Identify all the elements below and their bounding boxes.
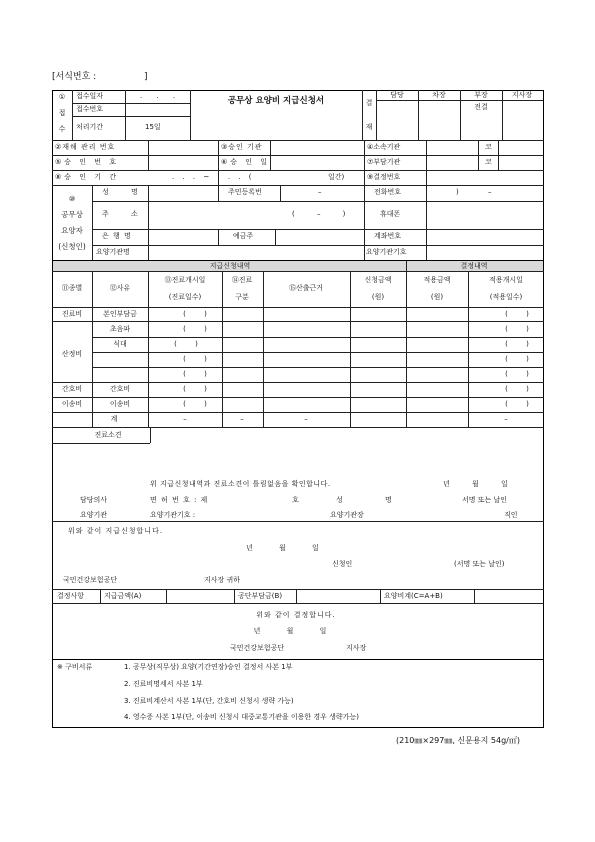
apply-days-paren: ( ) xyxy=(505,385,537,393)
start-days-paren: ( ) xyxy=(183,325,215,333)
patient-address-label: 주 소 xyxy=(102,210,148,218)
required-docs-label: ※ 구비서류 xyxy=(57,663,93,671)
paper-spec-footer: (210㎜×297㎜, 신문용지 54g/㎡) xyxy=(396,736,520,745)
injury-number-label: ②재해 관리 번호 xyxy=(55,143,116,151)
bank-name-label: 은 행 명 xyxy=(102,232,132,240)
care-org-label: 요양기관 xyxy=(80,511,108,519)
pay-amount-label: 지급금액(A) xyxy=(104,592,142,600)
processing-period-label: 처리기간 xyxy=(76,123,104,131)
row-total: 계 xyxy=(110,415,118,423)
apply-date: 년 월 일 xyxy=(246,544,331,552)
approval-col-manager: 부장 xyxy=(474,91,488,99)
depositor-label: 예금주 xyxy=(233,232,254,240)
decision-number-label: ⑨결정번호 xyxy=(367,173,401,181)
reason-meal: 식대 xyxy=(113,340,127,348)
decision-org-label: 국민건강보험공단 xyxy=(230,644,285,652)
account-number-label: 계좌번호 xyxy=(374,232,402,240)
receipt-side-1: 접 xyxy=(58,109,66,117)
start-days-paren: ( ) xyxy=(183,310,215,318)
doctor-label: 담당의사 xyxy=(80,496,108,504)
care-org-name-label: 요양기관명 xyxy=(96,248,130,256)
col-claim-amount-1: 신청금액 xyxy=(364,276,392,284)
patient-phone-dash: – xyxy=(488,188,492,196)
reason-own-burden: 본인부담금 xyxy=(103,310,137,318)
applicant-label: 신청인 xyxy=(332,560,353,568)
col-basis: ⑮산출근거 xyxy=(288,284,324,292)
patient-circle: ⑩ xyxy=(68,195,76,203)
patient-label-2: 요양자 xyxy=(61,226,83,235)
approval-side-2: 재 xyxy=(365,123,373,131)
col-type-1: ⑭진료 xyxy=(231,276,253,284)
burden-code-label: 코 xyxy=(485,158,492,166)
reason-ultrasound: 초음파 xyxy=(109,325,131,333)
doctor-name-label: 성 명 xyxy=(336,496,412,504)
license-ho: 호 xyxy=(292,496,299,504)
license-number-label: 면 허 번 호 : 제 xyxy=(150,496,209,504)
care-org-code-label-2: 요양기관기호 : xyxy=(150,511,196,519)
patient-phone-paren: ) xyxy=(456,188,459,196)
apply-days-paren: ( ) xyxy=(505,340,537,348)
branch-head-addressee: 지사장 귀하 xyxy=(204,576,241,584)
required-doc-item: 2. 진료비명세서 사본 1부 xyxy=(124,680,203,688)
start-days-paren: ( ) xyxy=(174,340,206,348)
decision-date: 년 월 일 xyxy=(253,627,339,635)
col-apply-start-1: 적용개시일 xyxy=(489,276,523,284)
patient-rrn-dash: – xyxy=(318,188,322,196)
approval-period-dots: . . . ~ . . . ( xyxy=(172,173,255,181)
doctor-sign-label: 서명 또는 날인 xyxy=(462,496,508,504)
decision-label: 결정사항 xyxy=(57,592,85,600)
receipt-circle: ① xyxy=(58,93,66,101)
approval-number-label: ⑤승 인 번 호 xyxy=(55,158,119,166)
reason-transfer: 이송비 xyxy=(109,400,131,408)
apply-days-paren: ( ) xyxy=(505,325,537,333)
start-days-paren: ( ) xyxy=(183,385,215,393)
approval-period-label: ⑧승 인 기 간 xyxy=(55,173,119,181)
page-title: 공무상 요양비 지급신청서 xyxy=(227,96,325,106)
apply-days-paren: ( ) xyxy=(505,355,537,363)
care-org-code-label: 요양기관기호 xyxy=(366,248,407,256)
apply-days-paren: ( ) xyxy=(505,400,537,408)
apply-statement: 위와 같이 지급신청합니다. xyxy=(68,527,164,535)
form-number-close: ] xyxy=(144,72,148,82)
patient-phone-label: 전화번호 xyxy=(374,188,402,196)
claim-details-header: 지급신청내역 xyxy=(209,262,251,270)
approval-col-staff: 담당 xyxy=(390,91,404,99)
required-doc-item: 3. 진료비계산서 사본 1부(단, 간호비 신청시 생략 가능) xyxy=(124,697,294,705)
reason-nursing: 간호비 xyxy=(109,385,131,393)
care-cost-total-label: 요양비계(C=A+B) xyxy=(384,592,443,600)
care-org-head-label: 요양기관장 xyxy=(330,511,364,519)
decision-head-label: 지사장 xyxy=(346,644,367,652)
applicant-sign-label: (서명 또는 날인) xyxy=(454,560,505,568)
kind-extra: 산정비 xyxy=(61,350,83,358)
nhis-org-label: 국민건강보험공단 xyxy=(63,576,118,584)
col-reason: ⑫사유 xyxy=(109,284,131,292)
apply-days-paren: ( ) xyxy=(505,310,537,318)
approval-col-branch-head: 지사장 xyxy=(511,91,533,99)
receipt-side-2: 수 xyxy=(58,125,66,133)
affiliation-org-label: ④소속기관 xyxy=(367,143,401,151)
patient-label-1: 공무상 xyxy=(61,210,83,219)
col-apply-amount-2: (원) xyxy=(430,293,444,301)
col-type-2: 구분 xyxy=(235,293,249,301)
seal-label: 직인 xyxy=(504,511,518,519)
medical-opinion-label: 진료소견 xyxy=(94,431,122,439)
patient-rrn-label: 주민등록번 xyxy=(228,188,262,196)
total-dash: – xyxy=(304,415,308,423)
burden-org-label: ⑦부담기관 xyxy=(367,158,401,166)
patient-label-3: (신청인) xyxy=(58,242,86,251)
start-days-paren: ( ) xyxy=(183,370,215,378)
col-claim-amount-2: (원) xyxy=(371,293,385,301)
start-days-paren: ( ) xyxy=(183,355,215,363)
approval-org-label: ③승인 기관 xyxy=(221,143,263,151)
delegated-approval-note: 전결 xyxy=(474,103,488,111)
col-kind: ⑪종별 xyxy=(61,284,83,292)
total-dash: – xyxy=(504,415,508,423)
nhis-burden-label: 공단부담금(B) xyxy=(238,592,283,600)
patient-name-label: 성 명 xyxy=(102,188,148,196)
decision-statement: 위와 같이 결정합니다. xyxy=(256,611,336,619)
patient-mobile-label: 휴대폰 xyxy=(380,210,401,218)
receipt-no-label: 접수번호 xyxy=(76,105,104,113)
approval-date-label: ⑥승 인 일 xyxy=(221,158,271,166)
col-start-days: (진료일수) xyxy=(168,293,202,301)
receipt-date-label: 접수일자 xyxy=(76,92,104,100)
confirm-statement: 위 지급신청내역과 진료소견이 틀림없음을 확인합니다. xyxy=(150,480,331,488)
col-apply-start-2: (적용일수) xyxy=(489,293,523,301)
col-apply-amount-1: 적용금액 xyxy=(423,276,451,284)
kind-transfer: 이송비 xyxy=(61,400,83,408)
apply-days-paren: ( ) xyxy=(505,370,537,378)
approval-col-deputy: 차장 xyxy=(432,91,446,99)
patient-address-zip: ( – ) xyxy=(292,210,356,218)
kind-medical: 진료비 xyxy=(61,310,83,318)
affiliation-code-label: 코 xyxy=(485,143,492,151)
start-days-paren: ( ) xyxy=(183,400,215,408)
kind-nursing: 간호비 xyxy=(61,385,83,393)
required-doc-item: 4. 영수증 사본 1부(단, 이송비 신청시 대중교통기관을 이용한 경우 생략가능) xyxy=(124,713,359,721)
total-dash: – xyxy=(240,415,244,423)
decision-details-header: 결정내역 xyxy=(460,262,488,270)
total-dash: – xyxy=(183,415,187,423)
form-number-label: [서식번호 : xyxy=(52,72,97,82)
confirm-date: 년 월 일 xyxy=(443,480,518,488)
required-doc-item: 1. 공무상(직무상) 요양(기간연장)승인 결정서 사본 1부 xyxy=(124,663,293,671)
col-start-date: ⑬진료개시일 xyxy=(164,276,206,284)
processing-period-value: 15일 xyxy=(145,123,161,131)
approval-side-1: 결 xyxy=(365,99,373,107)
receipt-date-dots: . . . xyxy=(140,92,182,100)
approval-period-days: 일간) xyxy=(328,173,345,181)
